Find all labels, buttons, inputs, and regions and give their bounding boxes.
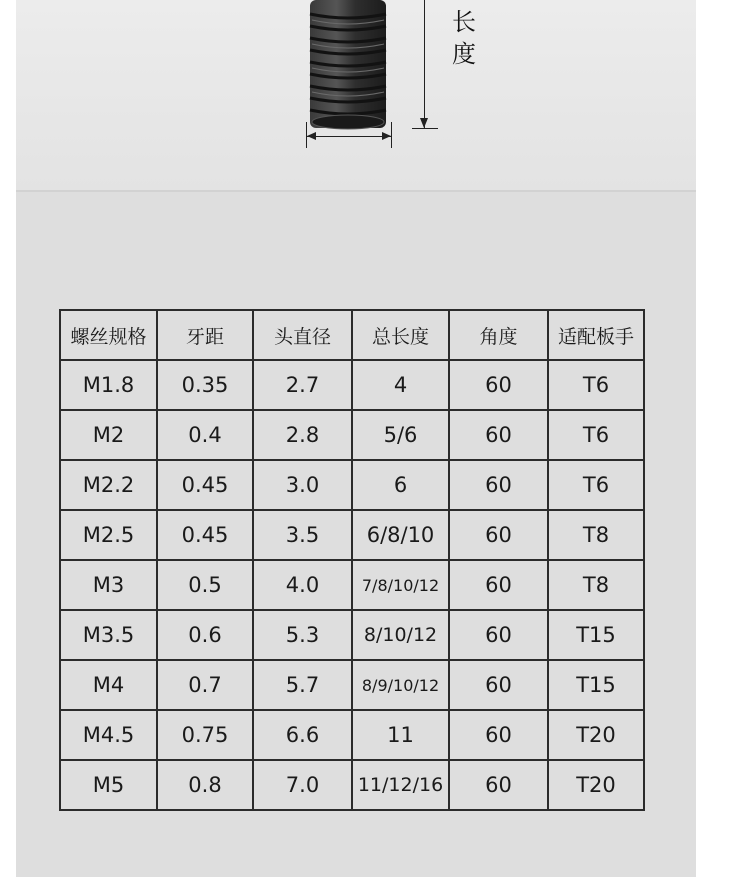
cell-spec: M3: [60, 560, 157, 610]
cell-length: 6/8/10: [352, 510, 449, 560]
cell-angle: 60: [449, 610, 548, 660]
cell-pitch: 0.6: [157, 610, 253, 660]
header-angle: 角度: [449, 310, 548, 360]
cell-length: 5/6: [352, 410, 449, 460]
cell-wrench: T15: [548, 660, 644, 710]
cell-pitch: 0.45: [157, 510, 253, 560]
cell-wrench: T6: [548, 460, 644, 510]
cell-head-diameter: 3.0: [253, 460, 352, 510]
cell-angle: 60: [449, 560, 548, 610]
cell-spec: M4.5: [60, 710, 157, 760]
cell-spec: M4: [60, 660, 157, 710]
cell-wrench: T6: [548, 360, 644, 410]
cell-wrench: T8: [548, 510, 644, 560]
table-row: [60, 510, 644, 560]
cell-angle: 60: [449, 710, 548, 760]
cell-head-diameter: 7.0: [253, 760, 352, 810]
cell-length: 8/10/12: [352, 610, 449, 660]
arrow-left-icon: [307, 132, 316, 140]
cell-length: 7/8/10/12: [352, 560, 449, 610]
header-total-length: 总长度: [352, 310, 449, 360]
length-dimension-line: [424, 0, 425, 128]
cell-head-diameter: 4.0: [253, 560, 352, 610]
cell-angle: 60: [449, 410, 548, 460]
cell-length: 11/12/16: [352, 760, 449, 810]
cell-pitch: 0.75: [157, 710, 253, 760]
table-row: [60, 410, 644, 460]
cell-pitch: 0.35: [157, 360, 253, 410]
cell-length: 4: [352, 360, 449, 410]
cell-head-diameter: 3.5: [253, 510, 352, 560]
cell-head-diameter: 5.7: [253, 660, 352, 710]
cell-pitch: 0.7: [157, 660, 253, 710]
cell-length: 8/9/10/12: [352, 660, 449, 710]
cell-head-diameter: 5.3: [253, 610, 352, 660]
header-head-diameter: 头直径: [253, 310, 352, 360]
header-pitch: 牙距: [157, 310, 253, 360]
cell-pitch: 0.8: [157, 760, 253, 810]
length-label: 长度: [452, 8, 476, 68]
length-dimension-base: [412, 128, 438, 129]
cell-length: 11: [352, 710, 449, 760]
table-row: [60, 710, 644, 760]
cell-length: 6: [352, 460, 449, 510]
table-row: [60, 660, 644, 710]
cell-pitch: 0.5: [157, 560, 253, 610]
table-row: [60, 760, 644, 810]
cell-wrench: T8: [548, 560, 644, 610]
cell-head-diameter: 2.7: [253, 360, 352, 410]
cell-angle: 60: [449, 510, 548, 560]
table-row: [60, 610, 644, 660]
table-header-row: [60, 310, 644, 360]
arrow-down-icon: [420, 118, 428, 128]
cell-wrench: T15: [548, 610, 644, 660]
cell-spec: M2.5: [60, 510, 157, 560]
diameter-dimension-line: [306, 136, 392, 137]
cell-angle: 60: [449, 460, 548, 510]
diameter-tick-right: [391, 122, 392, 148]
cell-head-diameter: 6.6: [253, 710, 352, 760]
header-wrench: 适配板手: [548, 310, 644, 360]
cell-spec: M2.2: [60, 460, 157, 510]
cell-angle: 60: [449, 360, 548, 410]
cell-wrench: T20: [548, 710, 644, 760]
screw-illustration: [306, 0, 390, 132]
table-row: [60, 460, 644, 510]
cell-spec: M2: [60, 410, 157, 460]
cell-angle: 60: [449, 660, 548, 710]
cell-angle: 60: [449, 760, 548, 810]
cell-pitch: 0.45: [157, 460, 253, 510]
cell-spec: M1.8: [60, 360, 157, 410]
spec-table: [59, 309, 645, 811]
cell-wrench: T6: [548, 410, 644, 460]
cell-head-diameter: 2.8: [253, 410, 352, 460]
header-thread-spec: 螺丝规格: [60, 310, 157, 360]
table-row: [60, 360, 644, 410]
cell-spec: M5: [60, 760, 157, 810]
arrow-right-icon: [382, 132, 391, 140]
cell-pitch: 0.4: [157, 410, 253, 460]
table-row: [60, 560, 644, 610]
cell-spec: M3.5: [60, 610, 157, 660]
cell-wrench: T20: [548, 760, 644, 810]
